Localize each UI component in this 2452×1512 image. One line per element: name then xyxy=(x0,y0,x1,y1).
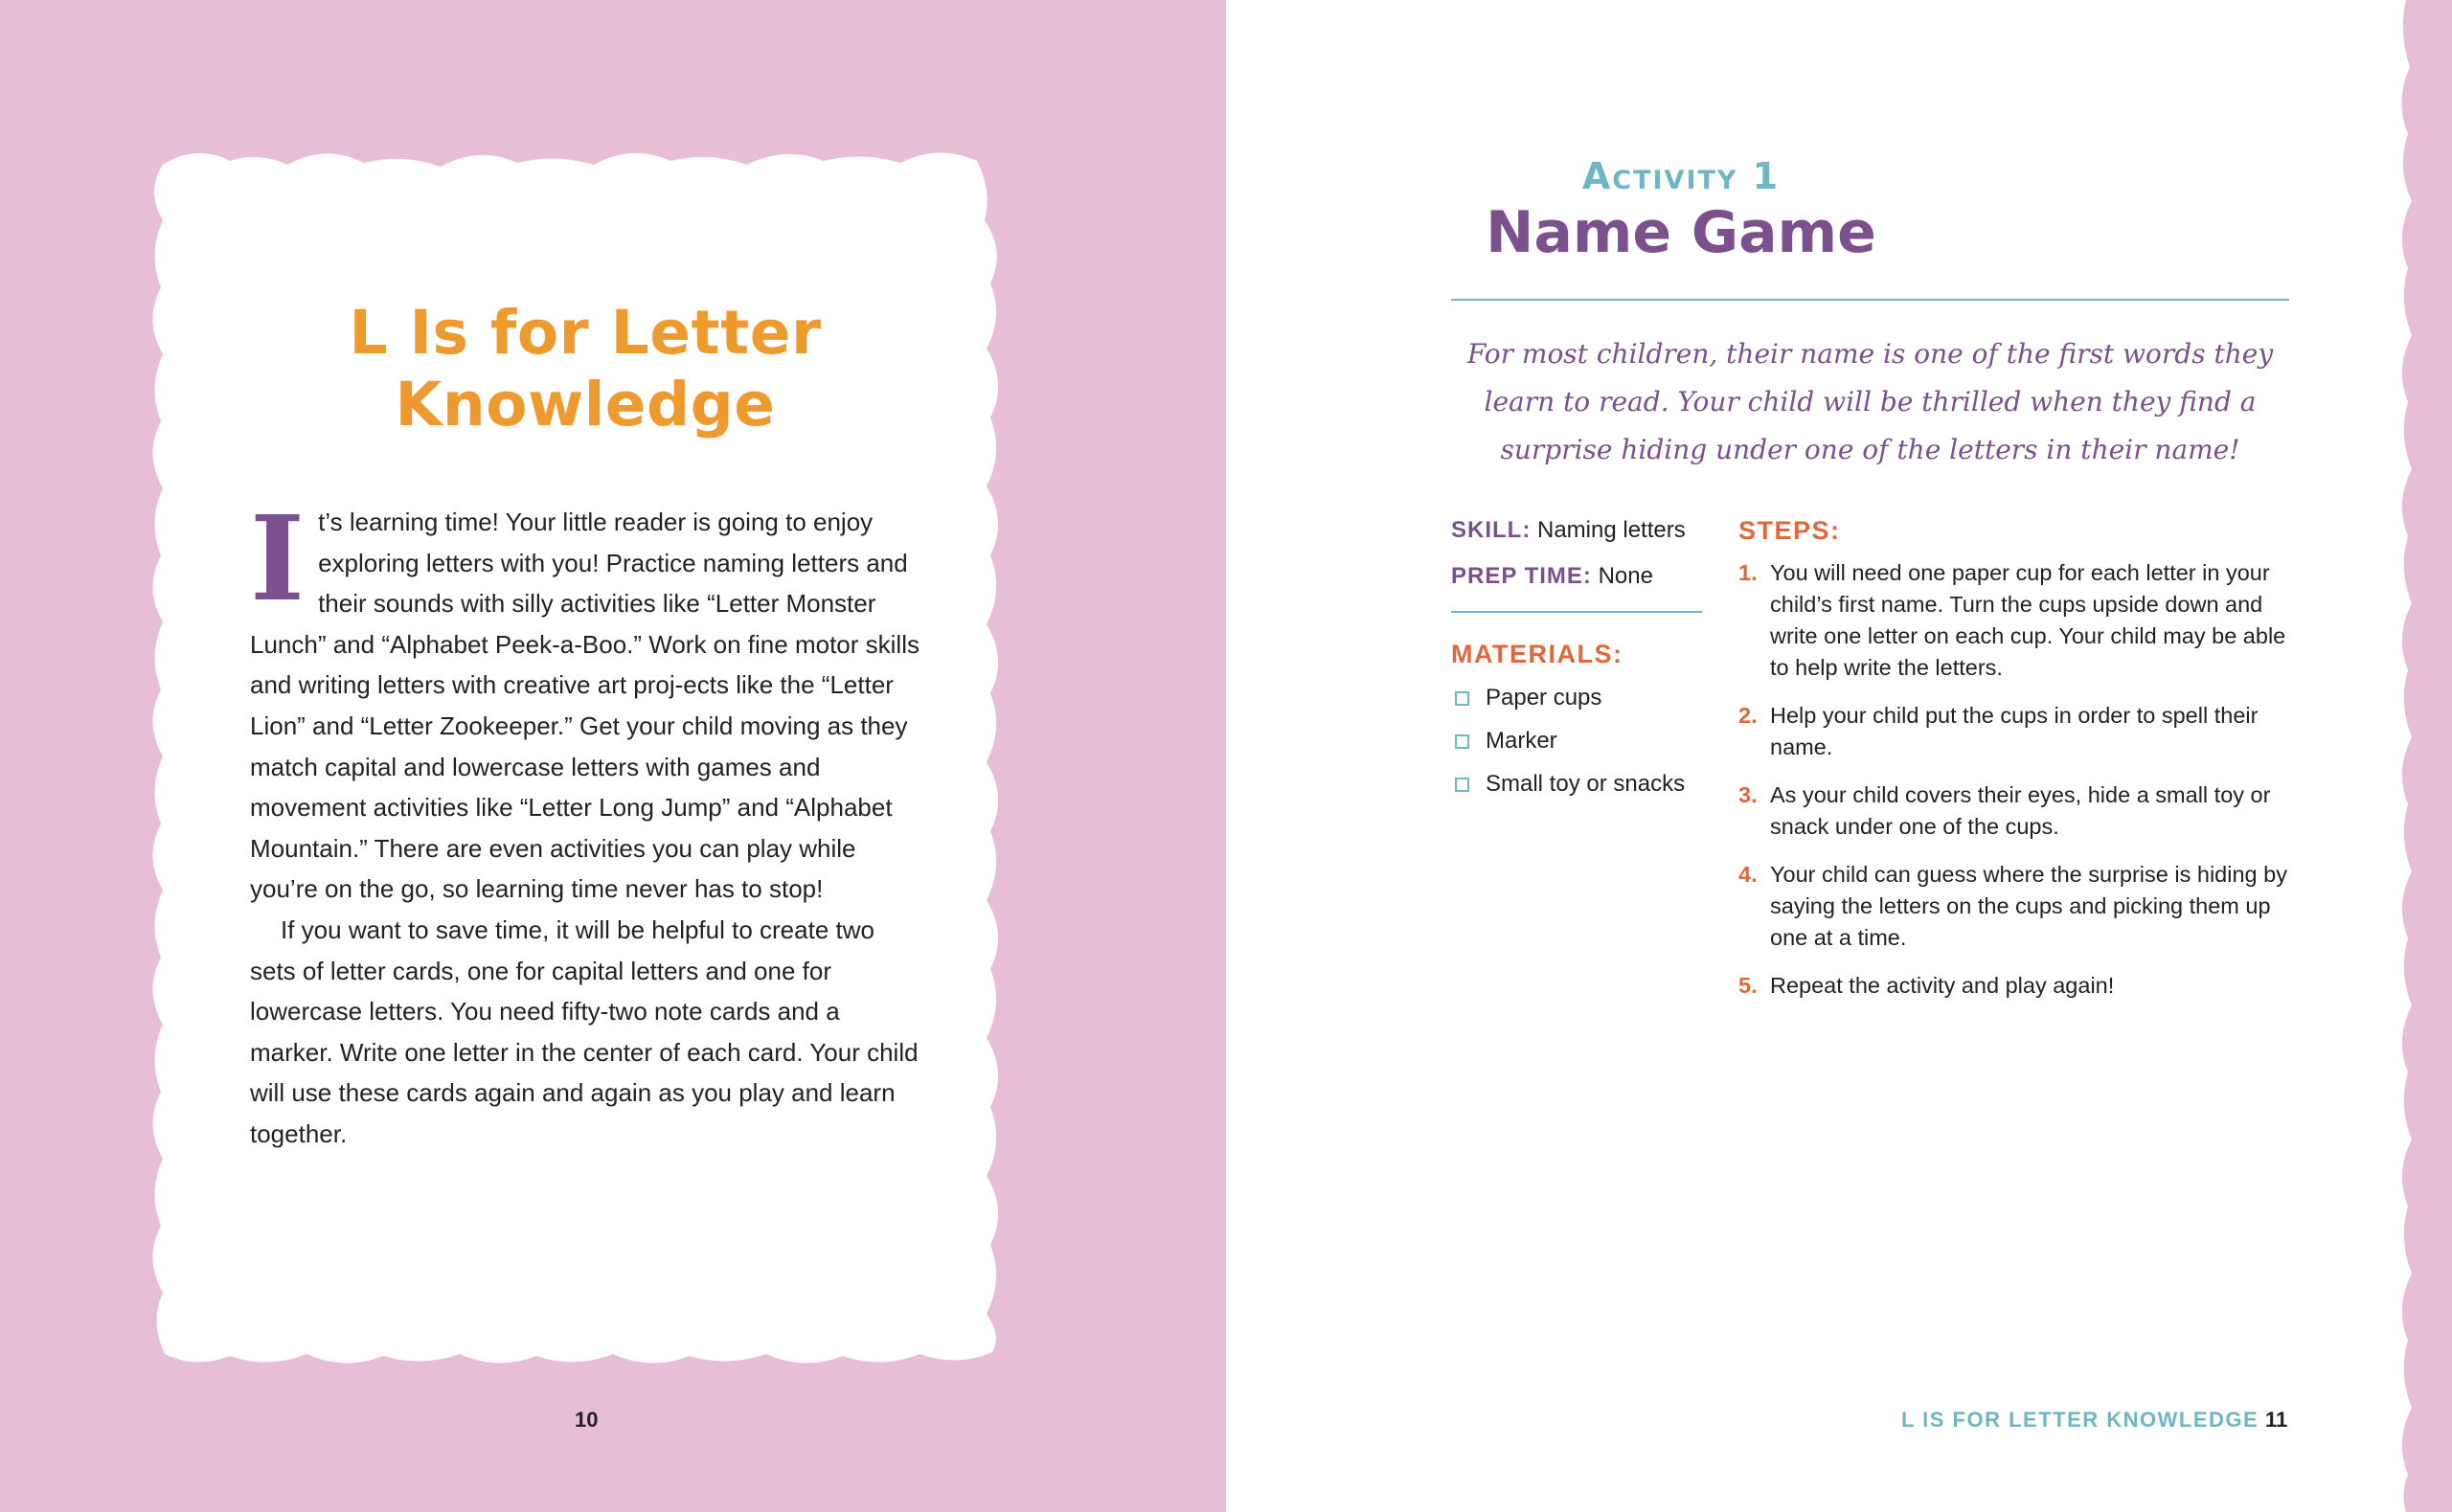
list-item xyxy=(1738,700,2294,763)
activity-title: Name Game xyxy=(1486,199,1876,266)
chapter-intro-text xyxy=(250,489,920,1155)
step-number: 1. xyxy=(1738,560,1758,585)
pink-page-edge xyxy=(2356,0,2452,1512)
list-item xyxy=(1451,683,1702,713)
list-item xyxy=(1738,779,2294,843)
steps-column xyxy=(1738,513,2294,1018)
activity-intro: For most children, their name is one of the first words they learn to read. Your child will be thrilled when they find a surprise hiding under one of the letters in their name! xyxy=(1466,338,2274,465)
left-content xyxy=(250,297,920,1155)
drop-cap: I xyxy=(250,489,306,627)
list-item xyxy=(1451,769,1702,800)
skill-label: SKILL: xyxy=(1451,517,1532,543)
prep-time-line xyxy=(1451,559,1702,594)
materials-heading: MATERIALS: xyxy=(1451,640,1623,668)
paragraph-1 xyxy=(250,489,920,910)
materials-list xyxy=(1451,683,1702,800)
title-divider xyxy=(1451,299,2289,301)
step-number: 5. xyxy=(1738,973,1758,998)
step-text: Your child can guess where the surprise is hiding by saying the letters on the cups and picking them up one at a time. xyxy=(1770,862,2287,950)
running-head: L IS FOR LETTER KNOWLEDGE xyxy=(1901,1408,2259,1432)
material-label: Small toy or snacks xyxy=(1486,771,1686,797)
chapter-title xyxy=(250,297,920,440)
chapter-title-line1: L Is for Letter xyxy=(349,298,822,368)
list-item xyxy=(1451,726,1702,756)
chapter-title-line2: Knowledge xyxy=(395,370,776,440)
prep-time-value: None xyxy=(1598,563,1653,589)
page-number-right: 11 xyxy=(2265,1408,2288,1432)
skill-value: Naming letters xyxy=(1537,517,1686,543)
steps-list xyxy=(1738,557,2294,1002)
paragraph-1-text: t’s learning time! Your little reader is going to enjoy exploring letters with you! Practice naming letters and their sounds with silly activities like “Letter Monster Lunch” and “Alphabet Peek-a-Boo.” Work on fine motor skills and writing letters with creative art proj-ects like the “Letter Lion” and “Letter Zookeeper.” Get your child moving as they match capital and lowercase letters with games and movement activities like “Letter Long Jump” and “Alphabet Mountain.” There are even activities you can play while you’re on the go, so learning time never has to stop! xyxy=(250,508,920,904)
paragraph-2: If you want to save time, it will be helpful to create two sets of letter cards, one for capital letters and one for lowercase letters. You need fifty-two note cards and a marker. Write one letter in the center of each card. Your child will use these cards again and again as you play and learn together. xyxy=(250,914,919,1148)
prep-time-label: PREP TIME: xyxy=(1451,563,1592,589)
list-item xyxy=(1738,970,2294,1002)
step-text: Help your child put the cups in order to spell their name. xyxy=(1770,703,2259,759)
page-number-left: 10 xyxy=(575,1408,599,1432)
activity-label: Activity 1 xyxy=(1581,155,1781,197)
step-number: 3. xyxy=(1738,782,1758,807)
step-number: 2. xyxy=(1738,703,1758,728)
step-text: Repeat the activity and play again! xyxy=(1770,973,2115,998)
checkbox-icon xyxy=(1455,778,1469,792)
material-label: Marker xyxy=(1486,728,1557,754)
step-text: You will need one paper cup for each letter in your child’s first name. Turn the cups upside down and write one letter on each cup. Your child may be able to help write the letters. xyxy=(1770,560,2286,680)
steps-heading: STEPS: xyxy=(1738,516,1841,545)
checkbox-icon xyxy=(1455,691,1469,706)
material-label: Paper cups xyxy=(1486,685,1602,711)
step-text: As your child covers their eyes, hide a small toy or snack under one of the cups. xyxy=(1770,782,2271,839)
activity-sidebar xyxy=(1451,513,1702,812)
sidebar-divider xyxy=(1451,611,1702,613)
checkbox-icon xyxy=(1455,734,1469,749)
list-item xyxy=(1738,557,2294,684)
list-item xyxy=(1738,859,2294,954)
skill-line xyxy=(1451,513,1702,548)
right-page xyxy=(1226,0,2452,1512)
step-number: 4. xyxy=(1738,862,1758,887)
